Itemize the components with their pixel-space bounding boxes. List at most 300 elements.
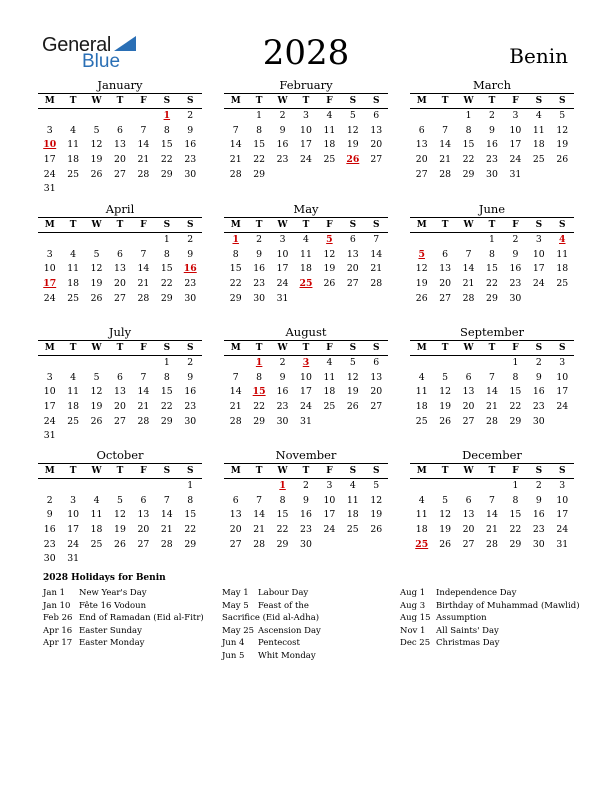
day-cell: 8	[465, 124, 472, 136]
day-cell: 5	[349, 357, 356, 368]
day-cell: 6	[117, 124, 123, 136]
day-cell: 24	[556, 524, 569, 536]
holiday-date: Nov 1	[400, 625, 426, 636]
weekday-label: F	[326, 466, 333, 476]
week-row	[224, 138, 388, 153]
empty-day-cell	[271, 168, 294, 183]
day-cell: 14	[462, 263, 475, 275]
day-cell: 21	[486, 401, 498, 413]
day-cell: 29	[462, 168, 475, 180]
day-cell: 3	[559, 357, 566, 368]
weekday-label: T	[116, 466, 124, 476]
day-cell: 24	[532, 278, 545, 290]
week-row	[38, 182, 202, 197]
holiday-day-cell: 10	[43, 139, 57, 151]
day-cell: 11	[90, 509, 103, 521]
weekday-label: W	[91, 343, 102, 353]
day-cell: 25	[346, 524, 359, 536]
month-name: June	[478, 202, 506, 216]
weekday-label: W	[91, 220, 102, 230]
day-cell: 21	[137, 401, 150, 413]
day-cell: 13	[137, 509, 150, 521]
week-row	[38, 385, 202, 400]
day-cell: 14	[486, 386, 498, 398]
day-cell: 22	[184, 524, 197, 536]
day-cell: 14	[160, 509, 173, 521]
day-cell: 3	[535, 234, 542, 245]
day-cell: 25	[67, 415, 80, 427]
empty-day-cell	[551, 168, 574, 183]
day-cell: 31	[67, 553, 80, 565]
weekday-label: T	[69, 343, 77, 353]
weekday-label: S	[535, 343, 543, 353]
day-cell: 8	[232, 248, 239, 260]
holiday-day-cell: 1	[232, 234, 239, 245]
week-row	[38, 248, 202, 263]
holiday-list-title: 2028 Holidays for Benin	[43, 573, 166, 583]
day-cell: 17	[300, 139, 312, 151]
week-row	[410, 124, 574, 139]
week-row	[38, 494, 202, 509]
weekday-label: S	[163, 466, 171, 476]
weekday-label: S	[558, 343, 566, 353]
month-february	[224, 78, 388, 182]
day-cell: 21	[160, 524, 173, 536]
empty-day-cell	[108, 479, 131, 494]
week-row	[224, 153, 388, 168]
day-cell: 26	[370, 524, 383, 536]
day-cell: 30	[184, 292, 197, 304]
day-cell: 3	[279, 234, 286, 245]
weekday-label: T	[488, 96, 496, 106]
day-cell: 6	[349, 234, 356, 245]
week-row	[410, 168, 574, 183]
day-cell: 22	[160, 154, 173, 166]
day-cell: 15	[184, 509, 197, 521]
day-cell: 29	[160, 168, 173, 180]
day-cell: 28	[486, 538, 498, 550]
day-cell: 4	[418, 494, 425, 506]
weekday-label: W	[277, 466, 288, 476]
weekday-label: S	[558, 220, 566, 230]
week-row	[224, 523, 388, 538]
day-cell: 3	[46, 124, 53, 136]
day-cell: 26	[415, 292, 428, 304]
day-cell: 3	[326, 480, 333, 491]
weekday-label: T	[116, 96, 124, 106]
day-cell: 6	[465, 371, 472, 383]
day-cell: 2	[187, 110, 194, 121]
day-cell: 24	[67, 538, 80, 550]
day-cell: 17	[556, 386, 569, 398]
day-cell: 30	[43, 553, 56, 565]
day-cell: 28	[253, 538, 266, 550]
day-cell: 8	[163, 371, 170, 383]
week-row	[38, 109, 202, 124]
day-cell: 17	[300, 386, 312, 398]
day-cell: 15	[160, 386, 173, 398]
day-cell: 1	[489, 234, 495, 245]
day-cell: 25	[90, 538, 103, 550]
day-cell: 1	[163, 357, 170, 368]
empty-day-cell	[341, 415, 364, 430]
day-cell: 31	[509, 168, 522, 180]
weekday-label: T	[441, 343, 449, 353]
weekday-label: S	[372, 343, 380, 353]
week-row	[224, 400, 388, 415]
week-row	[38, 429, 202, 444]
empty-day-cell	[61, 429, 84, 444]
empty-day-cell	[457, 233, 480, 248]
day-cell: 22	[160, 278, 173, 290]
day-cell: 13	[370, 124, 383, 136]
day-cell: 23	[276, 154, 289, 166]
day-cell: 26	[556, 154, 569, 166]
weekday-label: F	[140, 343, 147, 353]
empty-day-cell	[108, 109, 131, 124]
day-cell: 19	[90, 278, 103, 290]
day-cell: 8	[512, 371, 519, 383]
day-cell: 14	[229, 386, 242, 398]
day-cell: 5	[349, 110, 356, 121]
week-row	[224, 494, 388, 509]
day-cell: 16	[532, 509, 545, 521]
weekday-label: T	[255, 466, 263, 476]
day-cell: 9	[535, 494, 542, 506]
week-row	[38, 415, 202, 430]
week-row	[410, 233, 574, 248]
holiday-name: Easter Sunday	[79, 625, 142, 636]
holiday-day-cell: 5	[418, 248, 425, 260]
month-name: March	[473, 78, 511, 92]
holiday-name: Pentecost	[258, 638, 300, 648]
day-cell: 21	[137, 154, 150, 166]
empty-day-cell	[433, 109, 456, 124]
weekday-label: F	[512, 96, 519, 106]
day-cell: 31	[276, 292, 289, 304]
week-row	[38, 356, 202, 371]
weekday-label: M	[416, 466, 427, 476]
day-cell: 15	[462, 139, 475, 151]
day-cell: 12	[346, 124, 359, 136]
day-cell: 16	[486, 139, 498, 151]
day-cell: 20	[439, 278, 452, 290]
empty-day-cell	[247, 479, 270, 494]
holiday-name: New Year's Day	[79, 588, 147, 598]
week-row	[410, 523, 574, 538]
holiday-date: May 25	[222, 625, 255, 636]
weekday-label: S	[163, 220, 171, 230]
day-cell: 12	[415, 263, 428, 275]
empty-day-cell	[318, 292, 341, 307]
week-row	[410, 138, 574, 153]
week-row	[38, 233, 202, 248]
day-cell: 20	[346, 263, 359, 275]
day-cell: 30	[486, 168, 498, 180]
empty-day-cell	[527, 292, 550, 307]
day-cell: 16	[532, 386, 545, 398]
day-cell: 11	[300, 248, 312, 260]
weekday-header	[224, 340, 388, 356]
day-cell: 2	[187, 357, 194, 368]
day-cell: 13	[462, 386, 475, 398]
holiday-day-cell: 1	[163, 110, 171, 121]
day-cell: 23	[509, 278, 522, 290]
weekday-label: S	[163, 96, 171, 106]
empty-day-cell	[179, 182, 202, 197]
holiday-date: Dec 25	[400, 638, 431, 648]
holiday-name: Ascension Day	[258, 625, 321, 636]
day-cell: 6	[418, 124, 425, 136]
day-cell: 28	[439, 168, 452, 180]
day-cell: 13	[370, 371, 383, 383]
day-cell: 12	[439, 386, 452, 398]
day-cell: 24	[300, 401, 312, 413]
day-cell: 7	[489, 371, 495, 383]
empty-day-cell	[365, 292, 388, 307]
day-cell: 19	[346, 139, 359, 151]
day-cell: 30	[300, 538, 312, 550]
day-cell: 27	[229, 538, 242, 550]
day-cell: 26	[346, 401, 359, 413]
holiday-name: All Saints' Day	[436, 625, 499, 636]
day-cell: 1	[256, 110, 263, 121]
day-cell: 19	[90, 401, 103, 413]
day-cell: 23	[486, 154, 498, 166]
empty-day-cell	[318, 415, 341, 430]
day-cell: 21	[229, 154, 242, 166]
month-march	[410, 78, 574, 182]
day-cell: 21	[439, 154, 452, 166]
day-cell: 4	[93, 494, 100, 506]
day-cell: 15	[486, 263, 498, 275]
empty-day-cell	[132, 109, 155, 124]
day-cell: 1	[163, 234, 170, 245]
month-name: December	[462, 448, 522, 462]
day-cell: 19	[114, 524, 126, 536]
week-row	[224, 262, 388, 277]
day-cell: 28	[137, 168, 150, 180]
weekday-header	[410, 340, 574, 356]
day-cell: 18	[323, 139, 336, 151]
day-cell: 10	[323, 494, 336, 506]
empty-day-cell	[61, 109, 84, 124]
month-name: January	[97, 78, 143, 92]
empty-day-cell	[85, 109, 108, 124]
day-cell: 12	[90, 263, 103, 275]
weekday-label: T	[488, 220, 496, 230]
day-cell: 7	[140, 248, 147, 260]
weekday-label: T	[69, 466, 77, 476]
weekday-label: M	[416, 220, 427, 230]
day-cell: 27	[137, 538, 150, 550]
day-cell: 9	[187, 248, 194, 260]
weekday-label: S	[349, 220, 357, 230]
day-cell: 30	[509, 292, 522, 304]
day-cell: 11	[67, 386, 80, 398]
day-cell: 28	[462, 292, 475, 304]
weekday-header	[410, 463, 574, 479]
day-cell: 9	[279, 124, 286, 136]
empty-day-cell	[179, 429, 202, 444]
day-cell: 17	[532, 263, 545, 275]
day-cell: 23	[532, 524, 545, 536]
week-row	[410, 292, 574, 307]
weekday-label: M	[44, 343, 55, 353]
day-cell: 8	[163, 248, 170, 260]
day-cell: 5	[93, 248, 100, 260]
week-row	[410, 385, 574, 400]
month-november	[224, 448, 388, 552]
month-april	[38, 202, 202, 306]
day-cell: 27	[439, 292, 452, 304]
weekday-label: S	[372, 220, 380, 230]
day-cell: 9	[256, 248, 263, 260]
day-cell: 16	[276, 139, 289, 151]
holiday-day-cell: 25	[415, 538, 429, 550]
day-cell: 6	[140, 494, 147, 506]
month-name: August	[285, 325, 327, 339]
month-name: February	[279, 78, 333, 92]
week-row	[38, 523, 202, 538]
month-october	[38, 448, 202, 567]
day-cell: 29	[184, 538, 197, 550]
day-cell: 7	[140, 371, 147, 383]
day-cell: 23	[276, 401, 289, 413]
weekday-label: F	[512, 220, 519, 230]
day-cell: 22	[509, 401, 522, 413]
weekday-label: F	[512, 466, 519, 476]
day-cell: 11	[346, 494, 359, 506]
weekday-label: W	[277, 343, 288, 353]
day-cell: 20	[114, 278, 126, 290]
week-row	[410, 356, 574, 371]
day-cell: 12	[90, 386, 103, 398]
weekday-label: T	[441, 466, 449, 476]
day-cell: 11	[532, 124, 545, 136]
weekday-label: W	[277, 220, 288, 230]
day-cell: 10	[300, 371, 312, 383]
week-row	[410, 415, 574, 430]
day-cell: 7	[489, 494, 495, 506]
day-cell: 2	[535, 480, 542, 491]
weekday-label: F	[512, 343, 519, 353]
day-cell: 4	[303, 234, 309, 245]
empty-day-cell	[294, 292, 317, 307]
day-cell: 2	[535, 357, 542, 368]
holiday-name: Assumption	[436, 613, 487, 623]
day-cell: 30	[276, 415, 289, 427]
day-cell: 13	[439, 263, 452, 275]
empty-day-cell	[61, 479, 84, 494]
day-cell: 9	[187, 124, 194, 136]
day-cell: 2	[512, 234, 519, 245]
weekday-label: T	[488, 466, 496, 476]
day-cell: 11	[67, 139, 80, 151]
day-cell: 14	[137, 386, 150, 398]
empty-day-cell	[433, 356, 456, 371]
day-cell: 10	[43, 263, 56, 275]
week-row	[38, 538, 202, 553]
week-row	[410, 371, 574, 386]
weekday-label: S	[372, 466, 380, 476]
day-cell: 15	[253, 139, 266, 151]
week-row	[224, 277, 388, 292]
weekday-label: F	[326, 220, 333, 230]
day-cell: 14	[439, 139, 452, 151]
day-cell: 27	[114, 415, 126, 427]
day-cell: 6	[117, 371, 123, 383]
month-name: April	[105, 202, 135, 216]
month-name: May	[293, 202, 319, 216]
empty-day-cell	[108, 233, 131, 248]
day-cell: 14	[137, 139, 150, 151]
day-cell: 3	[303, 110, 309, 121]
weekday-label: S	[349, 466, 357, 476]
holiday-name: Birthday of Muhammad (Mawlid)	[436, 600, 580, 611]
day-cell: 24	[43, 292, 56, 304]
day-cell: 31	[556, 538, 569, 550]
empty-day-cell	[132, 356, 155, 371]
day-cell: 21	[137, 278, 150, 290]
holiday-list	[43, 573, 583, 661]
holiday-day-cell: 1	[255, 357, 263, 368]
empty-day-cell	[294, 168, 317, 183]
day-cell: 26	[439, 415, 452, 427]
holiday-day-cell: 1	[279, 480, 286, 491]
day-cell: 9	[489, 124, 495, 136]
day-cell: 5	[442, 494, 449, 506]
empty-day-cell	[155, 182, 178, 197]
day-cell: 5	[117, 494, 123, 506]
weekday-label: M	[44, 466, 55, 476]
day-cell: 17	[43, 154, 56, 166]
weekday-label: M	[416, 343, 427, 353]
holiday-date: Jun 4	[222, 638, 245, 648]
weekday-label: S	[186, 96, 194, 106]
day-cell: 3	[512, 110, 519, 121]
day-cell: 29	[276, 538, 289, 550]
empty-day-cell	[410, 356, 433, 371]
week-row	[224, 415, 388, 430]
weekday-label: T	[302, 96, 310, 106]
weekday-header	[224, 93, 388, 109]
day-cell: 30	[184, 168, 197, 180]
empty-day-cell	[38, 356, 61, 371]
weekday-label: S	[558, 96, 566, 106]
day-cell: 15	[276, 509, 289, 521]
weekday-label: M	[230, 220, 241, 230]
day-cell: 18	[415, 401, 428, 413]
day-cell: 4	[70, 124, 77, 136]
weekday-label: S	[163, 343, 171, 353]
week-row	[410, 248, 574, 263]
weekday-label: S	[535, 96, 543, 106]
day-cell: 18	[67, 401, 80, 413]
week-row	[410, 400, 574, 415]
holiday-day-cell: 15	[252, 386, 266, 398]
day-cell: 19	[439, 524, 452, 536]
weekday-label: T	[488, 343, 496, 353]
day-cell: 21	[462, 278, 475, 290]
weekday-label: T	[302, 466, 310, 476]
day-cell: 31	[43, 430, 56, 442]
day-cell: 2	[279, 357, 286, 368]
day-cell: 13	[415, 139, 428, 151]
month-june	[410, 202, 574, 306]
day-cell: 13	[229, 509, 242, 521]
day-cell: 9	[512, 248, 519, 260]
